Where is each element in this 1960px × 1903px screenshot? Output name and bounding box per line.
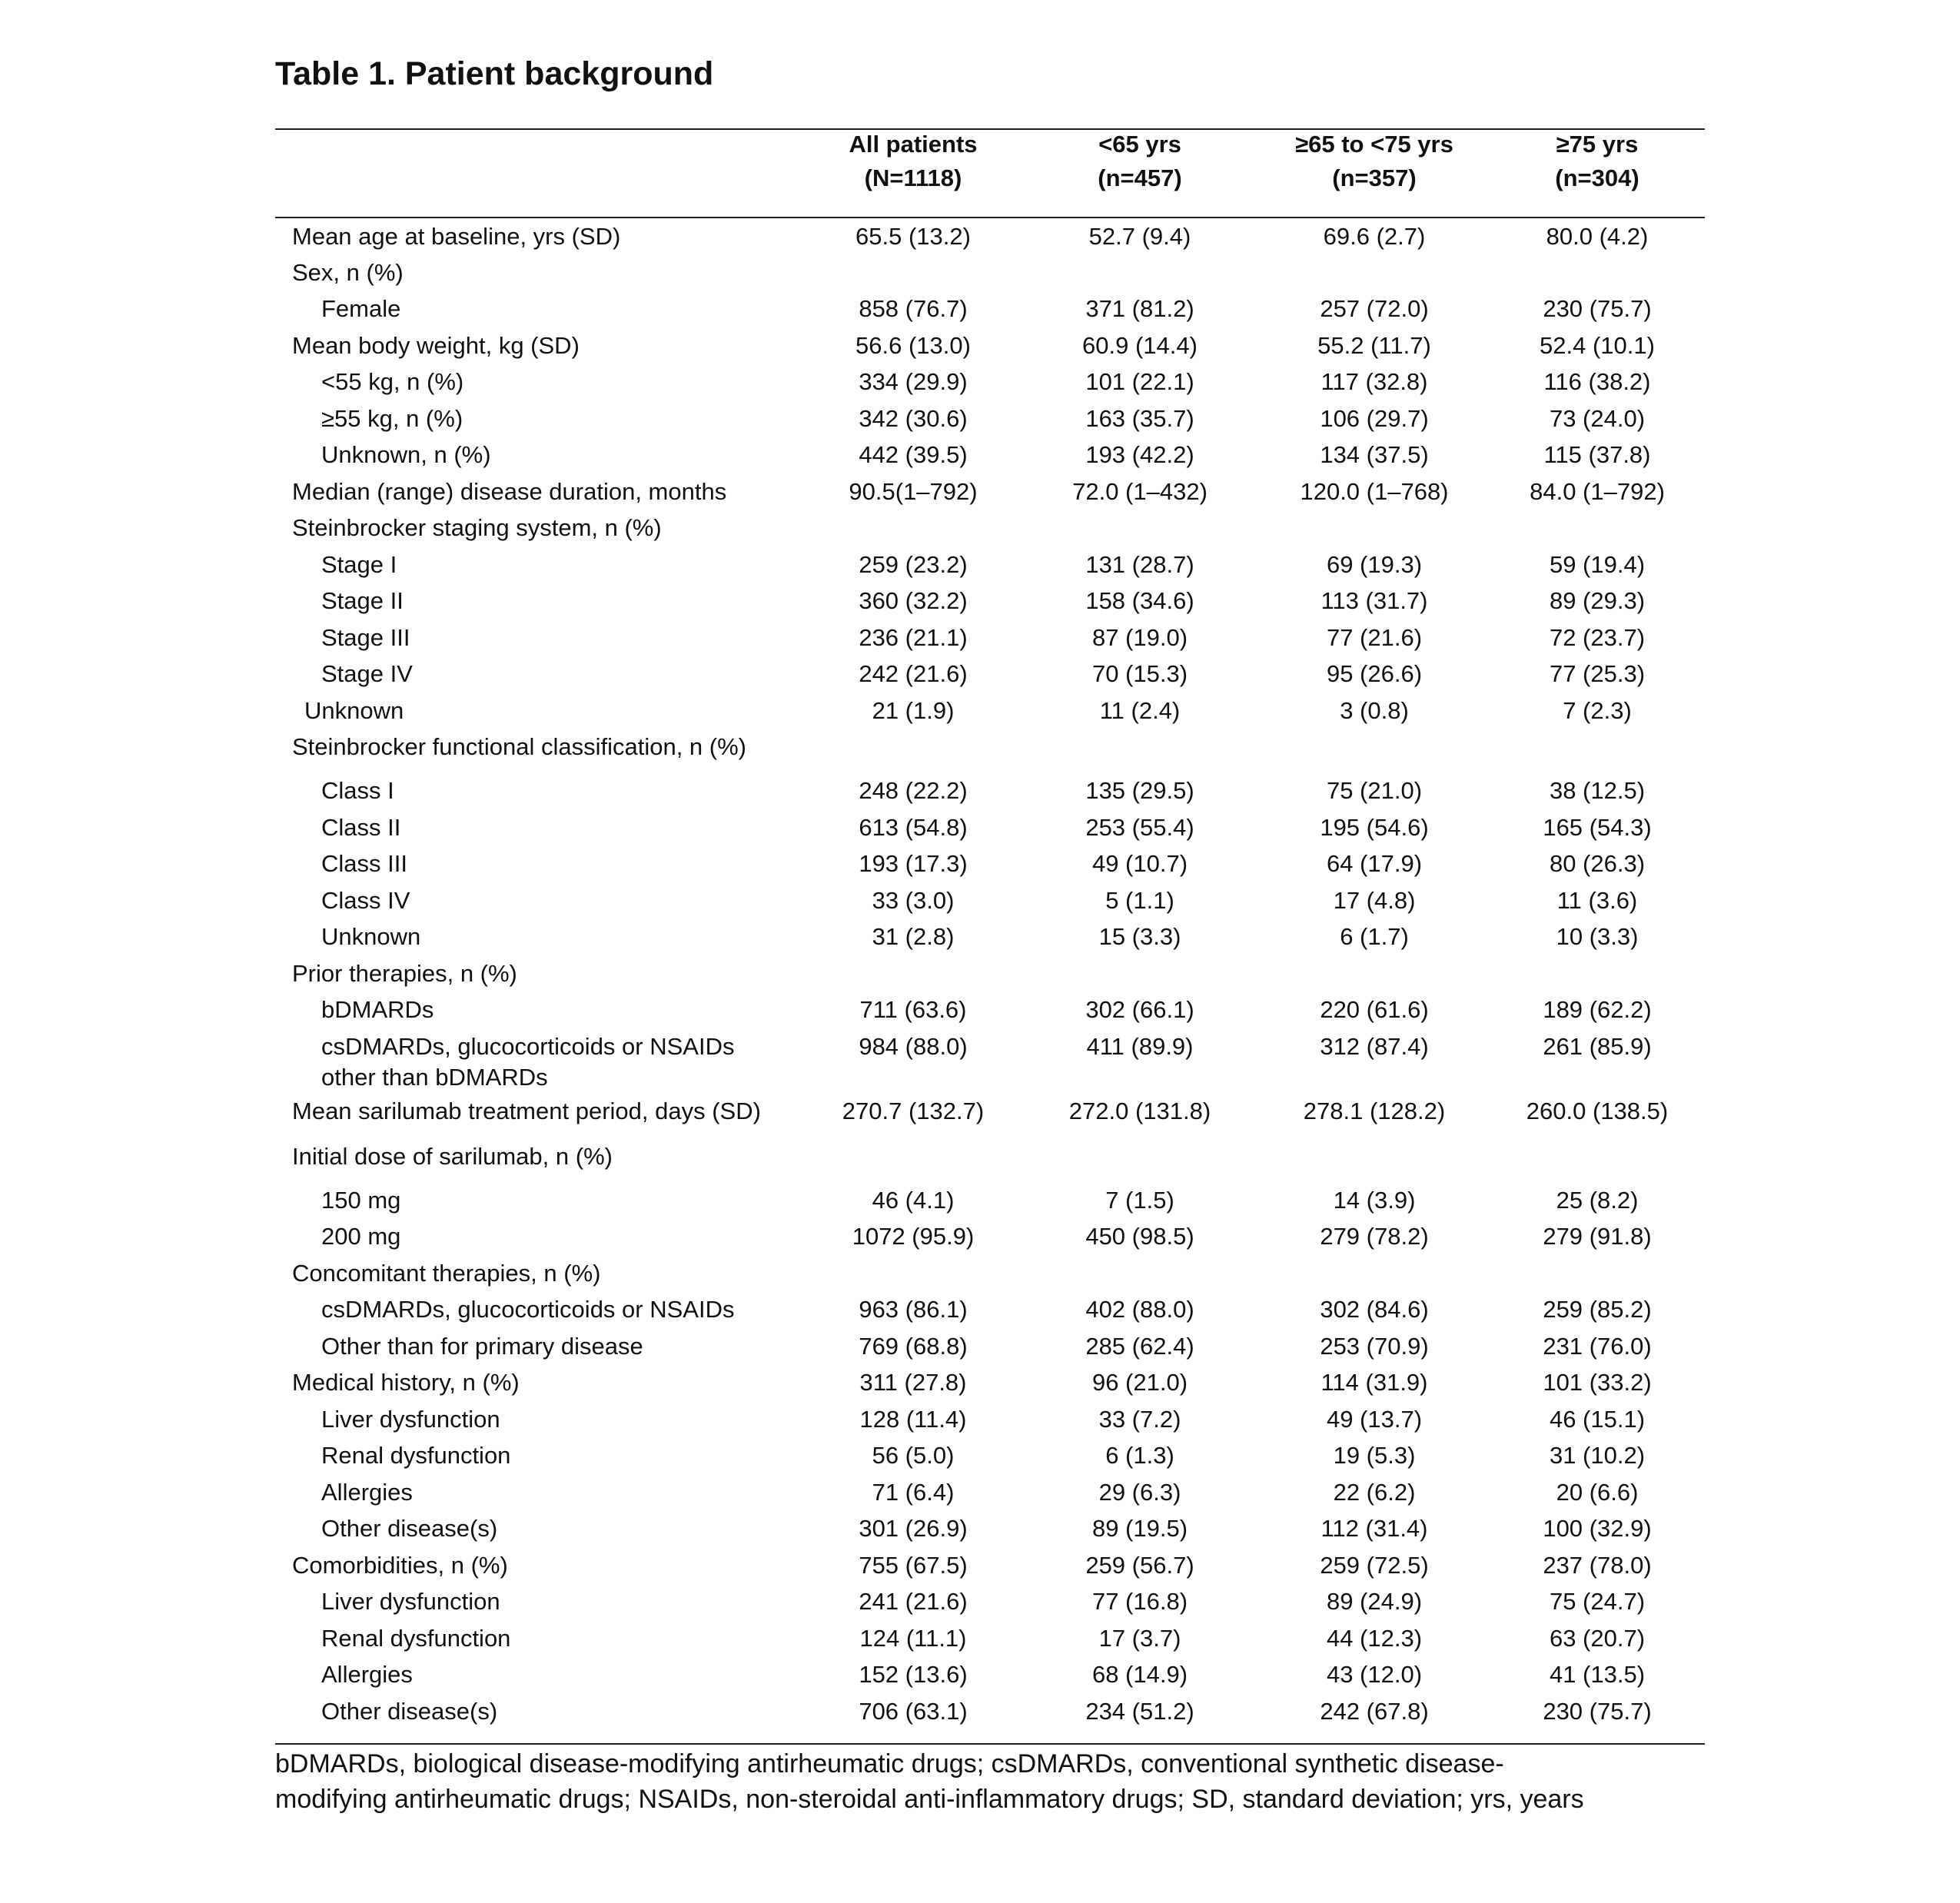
row-cell: 44 (12.3) bbox=[1326, 1625, 1423, 1652]
row-label: <55 kg, n (%) bbox=[321, 368, 464, 395]
row-cell: 259 (56.7) bbox=[1085, 1552, 1194, 1579]
row-cell: 17 (3.7) bbox=[1098, 1625, 1181, 1652]
row-cell: 11 (3.6) bbox=[1556, 887, 1638, 914]
row-label: Steinbrocker functional classification, n (%) bbox=[292, 733, 746, 760]
row-cell: 7 (1.5) bbox=[1105, 1187, 1174, 1214]
row-cell: 285 (62.4) bbox=[1085, 1333, 1194, 1360]
table-row bbox=[275, 254, 1705, 291]
row-cell: 241 (21.6) bbox=[859, 1588, 968, 1615]
table-row bbox=[275, 473, 1705, 510]
row-cell: 56.6 (13.0) bbox=[855, 332, 971, 359]
row-cell: 25 (8.2) bbox=[1556, 1187, 1639, 1214]
row-label: ≥55 kg, n (%) bbox=[321, 405, 463, 432]
row-cell: 101 (22.1) bbox=[1085, 368, 1194, 395]
table-row bbox=[275, 1291, 1705, 1328]
row-cell: 77 (16.8) bbox=[1091, 1588, 1188, 1615]
table-row bbox=[275, 729, 1705, 766]
table-row bbox=[275, 1364, 1705, 1401]
row-cell: 195 (54.6) bbox=[1320, 814, 1429, 841]
row-label: Concomitant therapies, n (%) bbox=[292, 1260, 601, 1287]
row-cell: 29 (6.3) bbox=[1098, 1479, 1181, 1506]
table-row bbox=[275, 327, 1705, 364]
row-cell: 234 (51.2) bbox=[1085, 1698, 1194, 1725]
row-cell: 49 (10.7) bbox=[1091, 850, 1188, 877]
row-cell: 115 (37.8) bbox=[1543, 441, 1651, 468]
row-cell: 193 (42.2) bbox=[1085, 441, 1194, 468]
table-row bbox=[275, 546, 1705, 583]
row-cell: 89 (24.9) bbox=[1326, 1588, 1423, 1615]
table-row bbox=[275, 400, 1705, 437]
table-row bbox=[275, 1656, 1705, 1693]
row-cell: 33 (7.2) bbox=[1098, 1406, 1181, 1433]
row-cell: 242 (67.8) bbox=[1320, 1698, 1429, 1725]
row-label: Unknown bbox=[321, 923, 421, 950]
row-cell: 113 (31.7) bbox=[1321, 587, 1428, 614]
table-row bbox=[275, 1028, 1705, 1091]
row-cell: 279 (91.8) bbox=[1543, 1223, 1652, 1250]
row-cell: 52.7 (9.4) bbox=[1088, 223, 1191, 250]
row-label: Comorbidities, n (%) bbox=[292, 1552, 508, 1579]
row-cell: 261 (85.9) bbox=[1543, 1033, 1652, 1060]
row-cell: 89 (29.3) bbox=[1549, 587, 1646, 614]
footnote-line: bDMARDs, biological disease-modifying antirheumatic drugs; csDMARDs, conventional synthetic disease- bbox=[275, 1749, 1504, 1778]
table-row bbox=[275, 364, 1705, 400]
row-cell: 68 (14.9) bbox=[1091, 1661, 1188, 1688]
table-row bbox=[275, 437, 1705, 473]
row-cell: 334 (29.9) bbox=[859, 368, 968, 395]
row-cell: 402 (88.0) bbox=[1085, 1296, 1194, 1323]
table-row bbox=[275, 1138, 1705, 1175]
row-cell: 163 (35.7) bbox=[1085, 405, 1194, 432]
table-row bbox=[275, 1328, 1705, 1365]
header-line1: ≥75 yrs bbox=[1556, 131, 1639, 158]
table-row bbox=[275, 656, 1705, 692]
row-cell: 450 (98.5) bbox=[1085, 1223, 1194, 1250]
row-label: Other disease(s) bbox=[321, 1515, 498, 1542]
row-cell: 342 (30.6) bbox=[859, 405, 968, 432]
row-cell: 72.0 (1–432) bbox=[1072, 478, 1208, 505]
row-cell: 106 (29.7) bbox=[1320, 405, 1429, 432]
row-cell: 101 (33.2) bbox=[1543, 1369, 1652, 1396]
row-cell: 69.6 (2.7) bbox=[1323, 223, 1426, 250]
row-cell: 77 (25.3) bbox=[1549, 660, 1646, 687]
row-cell: 302 (66.1) bbox=[1085, 996, 1194, 1023]
row-label: Sex, n (%) bbox=[292, 259, 404, 286]
row-cell: 90.5(1–792) bbox=[849, 478, 978, 505]
table-row bbox=[275, 1218, 1705, 1255]
row-cell: 60.9 (14.4) bbox=[1082, 332, 1198, 359]
header-line2: (n=304) bbox=[1555, 164, 1639, 191]
row-cell: 278.1 (128.2) bbox=[1303, 1098, 1446, 1124]
table-title: Table 1. Patient background bbox=[275, 55, 714, 92]
row-cell: 5 (1.1) bbox=[1105, 887, 1174, 914]
row-cell: 230 (75.7) bbox=[1543, 1698, 1652, 1725]
table-row bbox=[275, 1583, 1705, 1620]
row-label: Median (range) disease duration, months bbox=[292, 478, 727, 505]
row-cell: 117 (32.8) bbox=[1321, 368, 1428, 395]
header-under-65 bbox=[1032, 128, 1247, 195]
row-label: Allergies bbox=[321, 1661, 413, 1688]
row-label: Initial dose of sarilumab, n (%) bbox=[292, 1143, 613, 1170]
row-cell: 63 (20.7) bbox=[1549, 1625, 1646, 1652]
row-label: csDMARDs, glucocorticoids or NSAIDs bbox=[321, 1296, 735, 1323]
row-label: Liver dysfunction bbox=[321, 1588, 500, 1615]
row-cell: 73 (24.0) bbox=[1549, 405, 1646, 432]
footnote-line: modifying antirheumatic drugs; NSAIDs, non-steroidal anti-inflammatory drugs; SD, standard deviation; yrs, years bbox=[275, 1785, 1584, 1814]
bottom-rule bbox=[275, 1743, 1705, 1745]
table-row bbox=[275, 1547, 1705, 1584]
row-cell: 253 (55.4) bbox=[1085, 814, 1194, 841]
row-cell: 80.0 (4.2) bbox=[1546, 223, 1649, 250]
row-label: Unknown, n (%) bbox=[321, 441, 491, 468]
row-cell: 77 (21.6) bbox=[1326, 624, 1423, 651]
header-line2: (n=357) bbox=[1332, 164, 1417, 191]
row-cell: 253 (70.9) bbox=[1320, 1333, 1429, 1360]
row-label: Medical history, n (%) bbox=[292, 1369, 520, 1396]
row-cell: 114 (31.9) bbox=[1321, 1369, 1428, 1396]
row-cell: 52.4 (10.1) bbox=[1540, 332, 1655, 359]
header-line2: (n=457) bbox=[1098, 164, 1182, 191]
row-cell: 22 (6.2) bbox=[1333, 1479, 1416, 1506]
row-cell: 46 (4.1) bbox=[872, 1187, 955, 1214]
row-cell: 152 (13.6) bbox=[859, 1661, 968, 1688]
table-row bbox=[275, 510, 1705, 546]
table-row bbox=[275, 1182, 1705, 1219]
row-cell: 7 (2.3) bbox=[1563, 697, 1632, 724]
row-cell: 112 (31.4) bbox=[1321, 1515, 1428, 1542]
row-label: Class III bbox=[321, 850, 407, 877]
row-cell: 272.0 (131.8) bbox=[1068, 1098, 1211, 1124]
row-cell: 87 (19.0) bbox=[1091, 624, 1188, 651]
row-cell: 270.7 (132.7) bbox=[842, 1098, 985, 1124]
row-cell: 75 (21.0) bbox=[1326, 777, 1423, 804]
row-cell: 311 (27.8) bbox=[859, 1369, 967, 1396]
row-label: Liver dysfunction bbox=[321, 1406, 500, 1433]
row-cell: 128 (11.4) bbox=[859, 1406, 967, 1433]
table-row bbox=[275, 772, 1705, 809]
header-line1: <65 yrs bbox=[1098, 131, 1181, 158]
row-cell: 613 (54.8) bbox=[859, 814, 968, 841]
row-cell: 96 (21.0) bbox=[1091, 1369, 1188, 1396]
row-cell: 279 (78.2) bbox=[1320, 1223, 1429, 1250]
table-row bbox=[275, 1255, 1705, 1292]
row-cell: 963 (86.1) bbox=[859, 1296, 968, 1323]
row-cell: 49 (13.7) bbox=[1326, 1406, 1423, 1433]
row-cell: 257 (72.0) bbox=[1320, 295, 1429, 322]
row-label: bDMARDs bbox=[321, 996, 434, 1023]
row-cell: 3 (0.8) bbox=[1340, 697, 1409, 724]
row-cell: 220 (61.6) bbox=[1320, 996, 1429, 1023]
table-row bbox=[275, 955, 1705, 992]
row-label: Other than for primary disease bbox=[321, 1333, 643, 1360]
row-cell: 72 (23.7) bbox=[1549, 624, 1646, 651]
row-cell: 259 (85.2) bbox=[1543, 1296, 1652, 1323]
row-label-continued: other than bDMARDs bbox=[321, 1064, 548, 1091]
row-label: Other disease(s) bbox=[321, 1698, 498, 1725]
row-label: Steinbrocker staging system, n (%) bbox=[292, 514, 662, 541]
row-cell: 31 (10.2) bbox=[1549, 1442, 1646, 1469]
row-label: Class I bbox=[321, 777, 394, 804]
table-row bbox=[275, 583, 1705, 619]
header-line1: ≥65 to <75 yrs bbox=[1295, 131, 1453, 158]
row-cell: 15 (3.3) bbox=[1098, 923, 1181, 950]
row-cell: 242 (21.6) bbox=[859, 660, 968, 687]
row-cell: 10 (3.3) bbox=[1556, 923, 1639, 950]
row-cell: 41 (13.5) bbox=[1549, 1661, 1646, 1688]
row-cell: 230 (75.7) bbox=[1543, 295, 1652, 322]
row-cell: 124 (11.1) bbox=[859, 1625, 967, 1652]
row-cell: 158 (34.6) bbox=[1085, 587, 1194, 614]
row-cell: 84.0 (1–792) bbox=[1530, 478, 1665, 505]
row-cell: 69 (19.3) bbox=[1326, 551, 1423, 578]
row-cell: 46 (15.1) bbox=[1549, 1406, 1646, 1433]
table-row bbox=[275, 845, 1705, 882]
row-cell: 769 (68.8) bbox=[859, 1333, 968, 1360]
row-cell: 706 (63.1) bbox=[859, 1698, 968, 1725]
row-cell: 1072 (95.9) bbox=[852, 1223, 975, 1250]
row-label: Stage I bbox=[321, 551, 397, 578]
row-label: Class II bbox=[321, 814, 401, 841]
table-row bbox=[275, 1693, 1705, 1730]
row-cell: 6 (1.3) bbox=[1105, 1442, 1174, 1469]
row-label: Renal dysfunction bbox=[321, 1625, 511, 1652]
row-cell: 411 (89.9) bbox=[1086, 1033, 1194, 1060]
row-cell: 80 (26.3) bbox=[1549, 850, 1646, 877]
row-cell: 71 (6.4) bbox=[872, 1479, 955, 1506]
row-cell: 33 (3.0) bbox=[872, 887, 955, 914]
header-65-to-75 bbox=[1267, 128, 1482, 195]
row-cell: 193 (17.3) bbox=[859, 850, 968, 877]
row-cell: 858 (76.7) bbox=[859, 295, 968, 322]
row-cell: 134 (37.5) bbox=[1320, 441, 1429, 468]
row-cell: 59 (19.4) bbox=[1549, 551, 1646, 578]
row-cell: 237 (78.0) bbox=[1543, 1552, 1652, 1579]
row-cell: 19 (5.3) bbox=[1333, 1442, 1416, 1469]
row-label: Stage III bbox=[321, 624, 410, 651]
row-label: Stage II bbox=[321, 587, 404, 614]
row-label: Prior therapies, n (%) bbox=[292, 960, 517, 987]
table-row bbox=[275, 291, 1705, 327]
row-label: 150 mg bbox=[321, 1187, 401, 1214]
table-row bbox=[275, 882, 1705, 919]
row-cell: 100 (32.9) bbox=[1543, 1515, 1652, 1542]
row-label: Mean sarilumab treatment period, days (SD) bbox=[292, 1098, 761, 1124]
row-label: Female bbox=[321, 295, 401, 322]
row-cell: 14 (3.9) bbox=[1333, 1187, 1416, 1214]
table-row bbox=[275, 991, 1705, 1028]
row-cell: 75 (24.7) bbox=[1549, 1588, 1646, 1615]
row-cell: 17 (4.8) bbox=[1333, 887, 1416, 914]
row-label: Class IV bbox=[321, 887, 410, 914]
row-label: 200 mg bbox=[321, 1223, 401, 1250]
row-cell: 20 (6.6) bbox=[1556, 1479, 1639, 1506]
row-cell: 371 (81.2) bbox=[1085, 295, 1194, 322]
row-cell: 21 (1.9) bbox=[872, 697, 955, 724]
table-row bbox=[275, 1474, 1705, 1511]
row-cell: 55.2 (11.7) bbox=[1317, 332, 1431, 359]
row-cell: 89 (19.5) bbox=[1091, 1515, 1188, 1542]
row-cell: 302 (84.6) bbox=[1320, 1296, 1429, 1323]
row-label: Renal dysfunction bbox=[321, 1442, 511, 1469]
row-cell: 755 (67.5) bbox=[859, 1552, 968, 1579]
table-row bbox=[275, 1093, 1705, 1130]
row-cell: 260.0 (138.5) bbox=[1526, 1098, 1669, 1124]
table-row bbox=[275, 809, 1705, 846]
row-label: Stage IV bbox=[321, 660, 413, 687]
row-cell: 56 (5.0) bbox=[872, 1442, 955, 1469]
row-cell: 70 (15.3) bbox=[1091, 660, 1188, 687]
row-cell: 65.5 (13.2) bbox=[855, 223, 971, 250]
table-row bbox=[275, 692, 1705, 729]
row-label: Allergies bbox=[321, 1479, 413, 1506]
row-cell: 231 (76.0) bbox=[1543, 1333, 1652, 1360]
table-row bbox=[275, 1510, 1705, 1547]
row-cell: 6 (1.7) bbox=[1340, 923, 1409, 950]
row-cell: 711 (63.6) bbox=[859, 996, 967, 1023]
header-line1: All patients bbox=[849, 131, 978, 158]
header-75-plus bbox=[1490, 128, 1705, 195]
row-cell: 116 (38.2) bbox=[1543, 368, 1651, 395]
row-cell: 120.0 (1–768) bbox=[1300, 478, 1449, 505]
row-cell: 248 (22.2) bbox=[859, 777, 968, 804]
table-row bbox=[275, 218, 1705, 255]
row-cell: 984 (88.0) bbox=[859, 1033, 968, 1060]
table-row bbox=[275, 1620, 1705, 1657]
row-cell: 165 (54.3) bbox=[1543, 814, 1652, 841]
row-cell: 135 (29.5) bbox=[1085, 777, 1194, 804]
row-label: Unknown bbox=[304, 697, 404, 724]
row-cell: 360 (32.2) bbox=[859, 587, 968, 614]
table-row bbox=[275, 1437, 1705, 1474]
row-cell: 38 (12.5) bbox=[1549, 777, 1646, 804]
header-line2: (N=1118) bbox=[864, 164, 962, 191]
table-row bbox=[275, 619, 1705, 656]
table-row bbox=[275, 1401, 1705, 1438]
row-cell: 301 (26.9) bbox=[859, 1515, 968, 1542]
row-label: Mean age at baseline, yrs (SD) bbox=[292, 223, 621, 250]
row-cell: 95 (26.6) bbox=[1326, 660, 1423, 687]
row-cell: 259 (23.2) bbox=[859, 551, 968, 578]
row-cell: 64 (17.9) bbox=[1326, 850, 1423, 877]
row-cell: 442 (39.5) bbox=[859, 441, 968, 468]
row-cell: 43 (12.0) bbox=[1326, 1661, 1423, 1688]
row-cell: 189 (62.2) bbox=[1543, 996, 1652, 1023]
row-cell: 131 (28.7) bbox=[1085, 551, 1194, 578]
row-cell: 31 (2.8) bbox=[872, 923, 955, 950]
table-row bbox=[275, 918, 1705, 955]
row-cell: 11 (2.4) bbox=[1099, 697, 1181, 724]
table-footnote bbox=[275, 1746, 1736, 1817]
row-label: Mean body weight, kg (SD) bbox=[292, 332, 580, 359]
row-cell: 312 (87.4) bbox=[1320, 1033, 1429, 1060]
row-cell: 259 (72.5) bbox=[1320, 1552, 1429, 1579]
row-label: csDMARDs, glucocorticoids or NSAIDs bbox=[321, 1033, 735, 1060]
header-all-patients bbox=[806, 128, 1021, 195]
row-cell: 236 (21.1) bbox=[859, 624, 968, 651]
